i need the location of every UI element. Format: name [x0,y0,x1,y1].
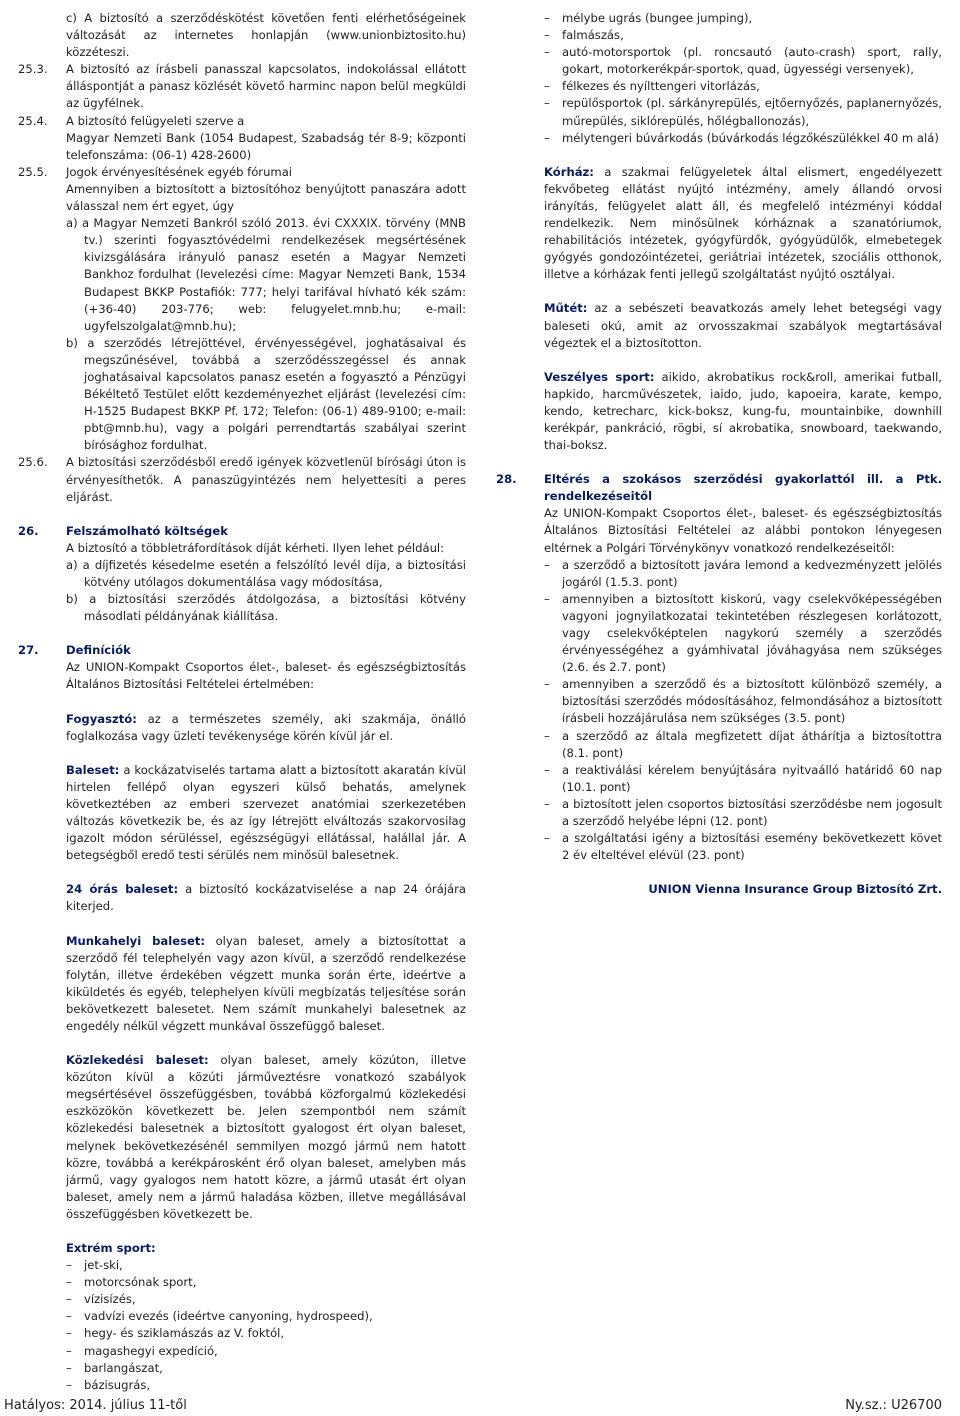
list-item: – amennyiben a biztosított kiskorú, vagy cselekvőképességében vagyoni jognyilatkozatai tekintetében részlegesen korlátozott, vagy cselekvőképtelen nagykorú személy a szerződés érvényességéhez a gyámhivatal jóváhagyása nem szükséges (2.6. és 2.7. pont) [544,591,942,675]
section-title: Definíciók [66,643,131,658]
list-item: – vadvízi evezés (ideértve canyoning, hydrospeed), [66,1309,373,1324]
list-item: – barlangászat, [66,1360,163,1375]
deviation-list [544,557,942,865]
list-item: – a szerződő a biztosított javára lemond a kedvezményzett jelölés jogáról (1.5.3. pont) [544,557,942,589]
definition-veszelyes-sport: Veszélyes sport: aikido, akrobatikus rock&roll, amerikai futball, hapkido, harcművészetek, iaido, judo, kapoeira, karate, kempo, kendo, ketrecharc, kick-boksz, kung-fu, mountainbike, downhill kerékpár, pankráció, rögbi, sí akrobatika, snowboard, taekwando, thai-boksz. [544,369,942,453]
definition-baleset: Baleset: a kockázatviselés tartama alatt a biztosított akaratán kívül hirtelen fellépő olyan egyszeri külső behatás, amelynek következtében az emberi szervezet anatómiai szerkezetében változás következik be, és az így létrejött elváltozás szakorvosilag igazolt módon sérüléssel, egészségügyi ellátással, halállal jár. A betegségből eredő testi sérülés nem minősül balesetnek. [66,762,466,863]
definition-fogyaszto: Fogyasztó: az a természetes személy, aki szakmája, önálló foglalkozása vagy üzleti tevékenysége körén kívül jár el. [66,711,466,743]
section-number: 25.5. [18,164,48,179]
registration-number: Ny.sz.: U26700 [845,1398,942,1413]
section-title: Felszámolható költségek [66,523,228,538]
list-item: – mélybe ugrás (bungee jumping), [544,11,753,25]
list-item: – amennyiben a szerződő és a biztosított különböző személy, a biztosítási szerződés módosításához, felmondásához a biztosított írásbeli hozzájárulása nem szükséges (3.5. pont) [544,677,942,726]
effective-date: Hatályos: 2014. július 11-től [4,1398,187,1413]
right-column [496,10,942,898]
section-25-5: 25.5. Jogok érvényesítésének egyéb fórumai Amennyiben a biztosított a biztosítóhoz benyújtott panaszára adott válasszal nem ért egyet, úgy a) a Magyar Nemzeti Bankról szóló 2013. évi CXXXIX. törvény (MNB tv.) szerinti fogyasztóvédelmi rendelkezések megsértésének kivizsgálására irányuló panasz esetén a Magyar Nemzeti Bankhoz fordulhat (levelezési címe: Magyar Nemzeti Bank, 1534 Budapest BKKP Postafiók: 777; helyi tarifával hívható kék szám: (+36-40) 203-776; web: felugyelet.mnb.hu; e-mail: ugyfelszolgalat@mnb.hu); b) a szerződés létrejöttével, érvényességével, joghatásaival és megszűnésével, továbbá a szerződésszegéssel és annak joghatásaival kapcsolatos panasz esetén a fogyasztó a Pénzügyi Békéltető Testület előtt kezdeményezhet eljárást (levelezési cím: H-1525 Budapest BKKP Pf. 172; Telefon: (06-1) 489-9100; e-mail: pbt@mnb.hu), vagy a polgári perrendtartás szabályai szerint bírósághoz fordulhat. [18,164,466,455]
section-25-6: 25.6. A biztosítási szerződésből eredő igények közvetlenül bírósági úton is érvényesíthetők. A panaszügyintézés nem helyettesíti a peres eljárást. [18,454,466,505]
paragraph-25-3-c: c) A biztosító a szerződéskötést követően fenti elérhetőségeinek változását az internetes honlapján (www.unionbiztosito.hu) közzéteszi. [66,11,466,60]
extreme-sport-title: Extrém sport: [66,1241,156,1255]
list-item: – félkezes és nyílttengeri vitorlázás, [544,79,760,94]
left-column [18,10,466,1394]
definitions-right [496,10,942,454]
list-item: – repülősportok (pl. sárkányrepülés, ejtőernyőzés, paplanernyőzés, műrepülés, siklórepülés, hőlégballonozás), [544,96,942,128]
list-item: – a szerződő az általa megfizetett díjat áthárítja a biztosítottra (8.1. pont) [544,728,942,760]
definition-korhaz: Kórház: a szakmai felügyeletek által elismert, engedélyezett fekvőbeteg ellátást nyújtó intézmény, amely állandó orvosi irányítás, felügyelet alatt áll, és megfelelő intézményi kóddal rendelkezik. Nem minősülnek kórháznak a szanatóriumok, rehabilitációs intézetek, gyógyfürdők, gyógyüdülők, elmebetegek gyógyés gondozóintézetei, geriátriai intézetek, szociális otthonok, illetve a kórházak fenti jellegű szolgáltatást nyújtó osztályai. [544,164,942,282]
section-title: Jogok érvényesítésének egyéb fórumai [66,164,293,179]
list-item: – mélytengeri búvárkodás (búvárkodás légzőkészülékkel 40 m alá) [544,130,939,145]
section-28: 28. Eltérés a szokásos szerződési gyakorlattól ill. a Ptk. rendelkezéseitől Az UNION-Kompakt Csoportos élet-, baleset- és egészségbiztosítás Általános Biztosítási Feltételei az alábbi pontokon lényegesen eltérnek a Polgári Törvénykönyv vonatkozó rendelkezéseitől: – a szerződő a biztosított javára lemond a kedvezményzett jelölés jogáról (1.5.3. pont) – amennyiben a biztosított kiskorú, vagy cselekvőképességében vagyoni jognyilatkozatai tekintetében részlegesen korlátozott, vagy cselekvőképtelen nagykorú személy a szerződés érvényességéhez a gyámhivatal jóváhagyása nem szükséges (2.6. és 2.7. pont) – amennyiben a szerződő és a biztosított különböző személy, a biztosítási szerződés módosításához, felmondásához a biztosított írásbeli hozzájárulása nem szükséges (3.5. pont) – a szerződő az általa megfizetett díjat áthárítja a biztosítottra (8.1. pont) – a reaktiválási kérelem benyújtására nyitvaálló határidő 60 nap (10.1. pont) – a biztosított jelen csoportos biztosítási szerződésbe nem jogosult a szerződő helyébe lépni (12. pont) – a szolgáltatási igény a biztosítási esemény bekövetkezett követ 2 év elteltével elévül (23. pont) [496,471,942,864]
section-26: 26. Felszámolható költségek A biztosító a többletráfordítások díját kérheti. Ilyen lehet például: a) a díjfizetés késedelme esetén a felszólító levél díja, a biztosítási kötvény utólagos dokumentálása vagy módosítása, b) a biztosítási szerződés átdolgozása, a biztosítási kötvény másodlati példányának kiállítása. [18,523,466,626]
list-item: – a szolgáltatási igény a biztosítási esemény bekövetkezett követ 2 év elteltével elévül (23. pont) [544,831,942,863]
definition-mutet: Műtét: az a sebészeti beavatkozás amely lehet betegségi vagy baleseti okú, amit az orvosszakmai szabályok megtartásával végeztek el a biztosítotton. [544,301,942,350]
list-item: – a reaktiválási kérelem benyújtására nyitvaálló határidő 60 nap (10.1. pont) [544,762,942,794]
section-title: Eltérés a szokásos szerződési gyakorlattól ill. a Ptk. rendelkezéseitől [544,472,942,504]
section-number: 25.3. [18,62,48,77]
list-item: – hegy- és sziklamászás az V. foktól, [66,1326,285,1341]
list-item: – motorcsónak sport, [66,1275,197,1290]
list-item: – bázisugrás, [66,1377,151,1392]
section-number: 26. [18,523,39,538]
list-item: – vízisízés, [66,1292,136,1307]
list-item: – autó-motorsportok (pl. roncsautó (auto-crash) sport, rally, gokart, motorkerékpár-sportok, quad, ügyességi versenyek), [544,45,942,77]
section-number: 25.4. [18,113,48,128]
section-25-3 [18,61,466,112]
definition-24h-baleset: 24 órás baleset: a biztosító kockázatviselése a nap 24 órájára kiterjed. [66,882,467,914]
definition-kozlekedesi-baleset: Közlekedési baleset: olyan baleset, amely közúton, illetve közúton kívül a közúti járműveztésre vonatkozó szabályok megsértésével összefüggésben, továbbá közforgalmú közlekedési eszközökön következett be. Jelen szempontból nem számít közlekedési balesetnek a biztosított gyalogost ért olyan baleset, melynek bekövetkezésénél semmilyen mozgó jármű nem hatott közre, továbbá a kerékpárosként érő olyan baleset, amelyben más jármű, vagy gyalogos nem hatott közre, a jármű utasát ért olyan baleset, amely nem a jármű haladása közben, illetve megállásával összefüggésben következett be. [66,1053,466,1221]
list-item: – magashegyi expedíció, [66,1343,218,1358]
list-item: – jet-ski, [66,1258,123,1273]
company-signature: UNION Vienna Insurance Group Biztosító Zrt. [648,882,942,897]
list-item: – falmászás, [544,28,624,43]
section-27: 27. Definíciók Az UNION-Kompakt Csoportos élet-, baleset- és egészségbiztosítás Általános Biztosítási Feltételei értelmében: [18,642,466,693]
extreme-sport-list [66,1257,466,1394]
list-item: – a biztosított jelen csoportos biztosítási szerződésbe nem jogosult a szerződő helyébe lépni (12. pont) [544,796,942,829]
extreme-sport-list-continued [544,10,942,147]
section-25-4: 25.4. A biztosító felügyeleti szerve a Magyar Nemzeti Bank (1054 Budapest, Szabadság tér 8-9; központi telefonszáma: (06-1) 428-2600) [18,113,466,164]
definition-munkahelyi-baleset: Munkahelyi baleset: olyan baleset, amely a biztosítottat a szerződő fél telephelyén vagy azon kívül, a szerződő rendelkezése folytán, illetve érdekében végzett munka során érte, ideértve a kiküldetés és egyéb, telephelyen kívüli megbízatás teljesítése során bekövetkezett balesetet. Nem számít munkahelyi balesetnek az engedély nélkül végzett munkával összefüggő baleset. [66,933,466,1033]
section-number: 27. [18,643,39,658]
definitions-left [18,694,466,1394]
section-number: 28. [496,472,517,487]
section-number: 25.6. [18,455,48,470]
section-text: A biztosító az írásbeli panasszal kapcsolatos, indokolással ellátott álláspontját a panasz közlését követő harminc napon belül megküldi az ügyfélnek. [66,62,466,111]
